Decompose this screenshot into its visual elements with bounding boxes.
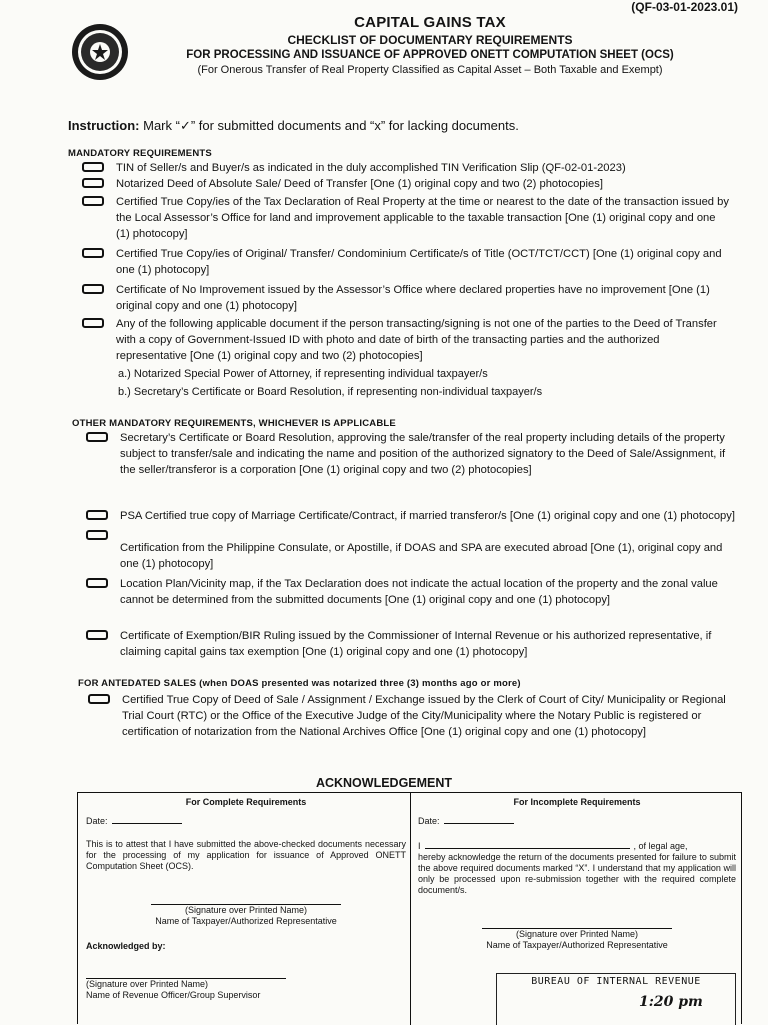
name-line <box>418 841 736 852</box>
checkbox[interactable] <box>82 178 104 188</box>
signature-caption: (Signature over Printed Name) <box>86 979 209 989</box>
signature-block <box>418 918 736 951</box>
stamp-handwritten-time: 1:20 pm <box>639 994 703 1010</box>
name-field[interactable] <box>425 848 630 849</box>
item-text: Certified True Copy/ies of the Tax Declaration of Real Property at the time or nearest to the date of the transaction issued by the Local Assessor’s Office for land and improvement applicable to the taxable transaction [One (1) original copy and one (1) photocopy] <box>116 196 729 240</box>
date-label: Date: <box>418 816 440 826</box>
document-subtitle: CHECKLIST OF DOCUMENTARY REQUIREMENTS <box>287 33 573 47</box>
attestation-text: This is to attest that I have submitted the above-checked documents necessary for the processing of my application for issuance of Approved ONETT Computation Sheet (OCS). <box>86 839 406 871</box>
document-subtitle-2: FOR PROCESSING AND ISSUANCE OF APPROVED ONETT COMPUTATION SHEET (OCS) <box>186 49 674 61</box>
item-text: PSA Certified true copy of Marriage Certificate/Contract, if married transferor/s [One (1) original copy and one (1) photocopy] <box>120 510 735 522</box>
instruction <box>68 118 519 134</box>
complete-requirements-column <box>86 793 406 1001</box>
checklist-item <box>86 508 736 524</box>
text-suffix: , of legal age, <box>633 841 688 851</box>
divider <box>410 793 411 1025</box>
acknowledged-by-label: Acknowledged by: <box>86 941 166 951</box>
antedated-heading: FOR ANTEDATED SALES (when DOAS presented was notarized three (3) months ago or more) <box>78 678 521 689</box>
checklist-item <box>86 430 736 478</box>
column-heading: For Complete Requirements <box>185 797 307 807</box>
item-text: Certification from the Philippine Consulate, or Apostille, if DOAS and SPA are executed abroad [One (1), original copy and one (1) photocopy] <box>120 542 723 570</box>
checkbox[interactable] <box>86 432 108 442</box>
acknowledgement-text <box>418 841 736 896</box>
signature-block-2 <box>86 972 286 1001</box>
signature-line[interactable] <box>151 894 341 905</box>
form-code: (QF-03-01-2023.01) <box>631 0 738 14</box>
checkbox[interactable] <box>82 318 104 328</box>
mandatory-heading: MANDATORY REQUIREMENTS <box>68 148 212 159</box>
instruction-text: Mark “✓” for submitted documents and “x” for lacking documents. <box>139 118 519 133</box>
checklist-item <box>86 576 736 608</box>
checkbox[interactable] <box>82 284 104 294</box>
checklist-item <box>86 628 736 660</box>
signature-caption: (Signature over Printed Name) <box>515 929 639 939</box>
item-text: Notarized Deed of Absolute Sale/ Deed of Transfer [One (1) original copy and two (2) photocopies] <box>116 178 603 190</box>
checkbox[interactable] <box>88 694 110 704</box>
signature-block <box>86 894 406 927</box>
signature-line[interactable] <box>86 972 286 979</box>
sub-item: b.) Secretary’s Certificate or Board Resolution, if representing non-individual taxpayer/s <box>118 386 543 398</box>
document-header <box>140 14 720 76</box>
item-text: Certificate of No Improvement issued by the Assessor’s Office where declared properties have no improvement [One (1) original copy and one (1) photocopy] <box>116 284 710 312</box>
other-heading: OTHER MANDATORY REQUIREMENTS, WHICHEVER IS APPLICABLE <box>72 418 396 429</box>
date-field[interactable] <box>418 816 736 827</box>
bir-received-stamp <box>496 973 736 1025</box>
checkbox[interactable] <box>82 248 104 258</box>
checklist-item <box>82 316 732 364</box>
sub-item: a.) Notarized Special Power of Attorney, if representing individual taxpayer/s <box>118 368 488 380</box>
bir-seal-icon <box>70 22 130 82</box>
item-text: Location Plan/Vicinity map, if the Tax Declaration does not indicate the actual location of the property and the zonal value cannot be determined from the submitted documents [One (1) original copy and one (1) photocopy] <box>120 578 718 606</box>
checkbox[interactable] <box>86 510 108 520</box>
item-text: TIN of Seller/s and Buyer/s as indicated in the duly accomplished TIN Verification Slip (QF-02-01-2023) <box>116 162 626 174</box>
incomplete-requirements-column <box>418 793 736 951</box>
item-text: Certified True Copy/ies of Original/ Transfer/ Condominium Certificate/s of Title (OCT/TCT/CCT) [One (1) original copy and one (1) photocopy] <box>116 248 722 276</box>
stamp-title: BUREAU OF INTERNAL REVENUE <box>531 976 701 987</box>
checklist-item <box>82 246 732 278</box>
signature-line[interactable] <box>482 918 672 929</box>
signature-role: Name of Revenue Officer/Group Supervisor <box>86 990 261 1000</box>
item-text: Any of the following applicable document if the person transacting/signing is not one of the parties to the Deed of Transfer with a copy of Government-Issued ID with photo and date of birth of the transacting parties and the authorized representative [One (1) original copy and two (2) photocopies] <box>116 318 717 362</box>
signature-role: Name of Taxpayer/Authorized Representative <box>486 940 668 950</box>
date-label: Date: <box>86 816 108 826</box>
checklist-item <box>86 540 736 572</box>
date-field[interactable] <box>86 816 406 827</box>
checklist-item <box>82 282 732 314</box>
item-text: Secretary’s Certificate or Board Resolution, approving the sale/transfer of the real property including details of the property subject to transfer/sale and indicating the name and position of the authorized signatory to the Deed of Sale/Assignment, if the seller/transferor is a corporation [One (1) original copy and two (2) photocopies] <box>120 432 726 476</box>
checklist-item <box>82 194 732 242</box>
acknowledgement-box <box>77 792 742 1024</box>
checklist-item <box>82 176 732 192</box>
signature-caption: (Signature over Printed Name) <box>184 905 308 915</box>
instruction-label: Instruction: <box>68 118 140 133</box>
item-text: Certified True Copy of Deed of Sale / Assignment / Exchange issued by the Clerk of Court of City/ Municipality or Regional Trial Court (RTC) or the Office of the Executive Judge of the City/Municipality where the Notary Public is registered or certification of notarization from the National Archives Office [One (1) original copy and one (1) photocopy] <box>122 694 726 738</box>
text-prefix: I <box>418 841 421 851</box>
acknowledgement-title: ACKNOWLEDGEMENT <box>315 776 453 790</box>
item-text: Certificate of Exemption/BIR Ruling issued by the Commissioner of Internal Revenue or his authorized representative, if claiming capital gains tax exemption [One (1) original copy and one (1) photocopy] <box>120 630 712 658</box>
column-heading: For Incomplete Requirements <box>513 797 641 807</box>
signature-role: Name of Taxpayer/Authorized Representative <box>155 916 337 926</box>
checkbox[interactable] <box>82 162 104 172</box>
document-note: (For Onerous Transfer of Real Property Classified as Capital Asset – Both Taxable and Exempt) <box>197 64 663 76</box>
checkbox[interactable] <box>86 630 108 640</box>
checklist-item <box>82 160 732 176</box>
checklist-item <box>88 692 738 740</box>
checkbox[interactable] <box>82 196 104 206</box>
return-text: hereby acknowledge the return of the documents presented for failure to submit the above required documents marked “X”. I understand that my application will only be processed upon re-submission together with the required complete document/s. <box>418 852 736 895</box>
checkbox[interactable] <box>86 578 108 588</box>
checkbox[interactable] <box>86 530 108 540</box>
document-title: CAPITAL GAINS TAX <box>354 14 506 31</box>
